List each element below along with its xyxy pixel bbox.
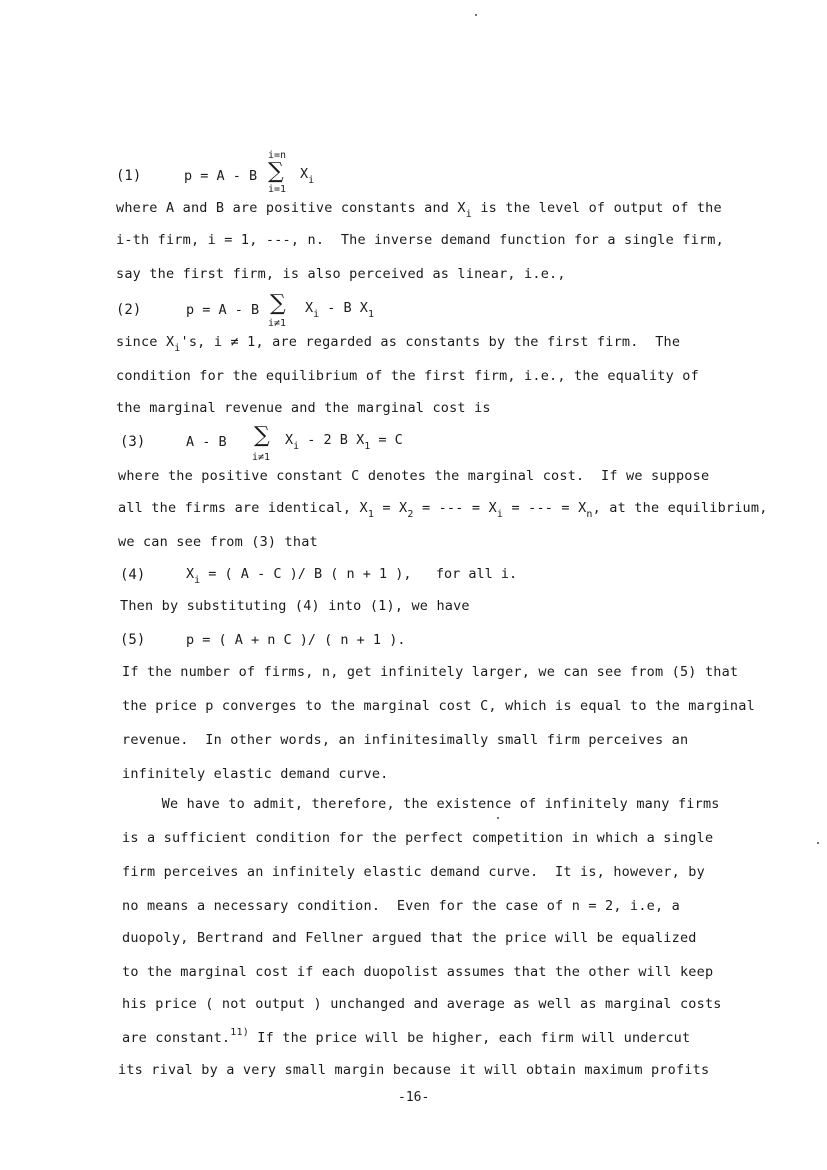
- text-line: Then by substituting (4) into (1), we have: [120, 598, 470, 614]
- equation-number-1: (1): [116, 168, 142, 184]
- text-line: condition for the equilibrium of the first firm, i.e., the equality of: [116, 368, 699, 384]
- text-line: where A and B are positive constants and $X_i$ is the level of output of the: [116, 200, 722, 220]
- equation-1-lhs: p = A - B: [184, 168, 258, 184]
- text-line: his price ( not output ) unchanged and average as well as marginal costs: [122, 996, 722, 1012]
- text-line: We have to admit, therefore, the existence of infinitely many firms: [120, 796, 720, 812]
- text-line: If the number of firms, n, get infinitely larger, we can see from (5) that: [122, 664, 739, 680]
- text-line: i-th firm, i = 1, ---, n. The inverse demand function for a single firm,: [116, 232, 724, 248]
- equation-3-sigma: ∑: [254, 423, 270, 448]
- equation-number-3: (3): [120, 434, 146, 450]
- equation-3-rest: $X_i - 2$ B $X_1 = C$: [285, 432, 403, 452]
- text-line: no means a necessary condition. Even for the case of n = 2, i.e, a: [122, 898, 680, 914]
- equation-2-lower-limit: i≠1: [268, 318, 287, 329]
- text-line: are constant.$^{11)}$ If the price will be higher, each firm will undercut: [122, 1027, 691, 1046]
- equation-number-4: (4): [120, 567, 146, 583]
- text-line: where the positive constant C denotes the marginal cost. If we suppose: [118, 468, 710, 484]
- text-line: all the firms are identical, $X_1 = X_2$ = --- = $X_i$ = --- = $X_n$, at the equilibrium,: [118, 500, 768, 520]
- text-line: we can see from (3) that: [118, 534, 318, 550]
- text-line: infinitely elastic demand curve.: [122, 766, 389, 782]
- equation-1-sigma: ∑: [268, 159, 284, 184]
- equation-2-lhs: p = A - B: [186, 302, 260, 318]
- text-line: duopoly, Bertrand and Fellner argued that the price will be equalized: [122, 930, 697, 946]
- text-line: firm perceives an infinitely elastic demand curve. It is, however, by: [122, 864, 705, 880]
- scan-speck: [475, 14, 477, 16]
- equation-1-term: $X_i$: [300, 166, 315, 186]
- equation-5-body: p = ( A + n C )/ ( n + 1 ).: [186, 632, 406, 648]
- equation-number-5: (5): [120, 632, 146, 648]
- equation-1-lower-limit: i=1: [268, 184, 287, 195]
- text-line: since $X_i's$, i ≠ 1, are regarded as constants by the first firm. The: [116, 334, 681, 354]
- equation-number-2: (2): [116, 302, 142, 318]
- text-line: the marginal revenue and the marginal cost is: [116, 400, 491, 416]
- text-line: say the first firm, is also perceived as linear, i.e.,: [116, 266, 566, 282]
- text-line: the price p converges to the marginal cost C, which is equal to the marginal: [122, 698, 755, 714]
- scan-speck: [817, 842, 819, 844]
- equation-3-lhs: A - B: [186, 434, 227, 450]
- equation-3-lower-limit: i≠1: [252, 452, 271, 463]
- text-line: to the marginal cost if each duopolist assumes that the other will keep: [122, 964, 714, 980]
- scan-speck: [497, 817, 499, 819]
- equation-4-body: $X_i$ = ( A - C )/ B ( n + 1 ), for all i.: [186, 566, 518, 586]
- text-line: its rival by a very small margin because it will obtain maximum profits: [118, 1062, 710, 1078]
- equation-2-sigma: ∑: [270, 291, 286, 316]
- equation-1-upper-limit: i=n: [268, 150, 287, 161]
- text-line: revenue. In other words, an infinitesimally small firm perceives an: [122, 732, 689, 748]
- text-line: is a sufficient condition for the perfect competition in which a single: [122, 830, 714, 846]
- page-number: -16-: [398, 1090, 430, 1105]
- equation-2-rest: $X_i$ - B $X_1$: [305, 300, 374, 320]
